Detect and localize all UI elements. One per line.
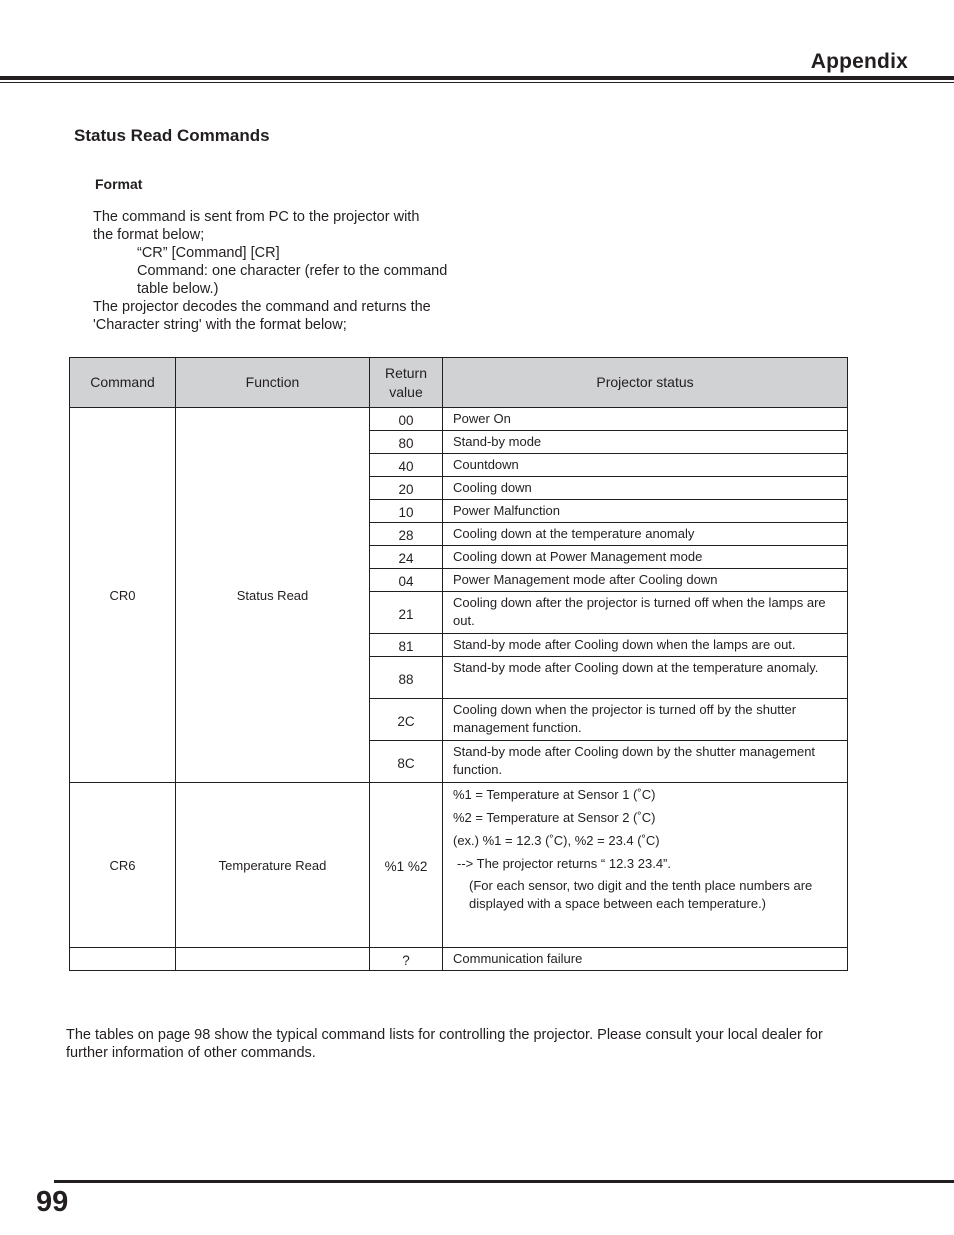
return-value: 20 xyxy=(370,477,443,500)
projector-status: Communication failure xyxy=(443,948,848,971)
table-header-row xyxy=(70,358,848,408)
projector-status: Stand-by mode after Cooling down by the shutter management function. xyxy=(443,741,848,783)
cr0-function: Status Read xyxy=(176,408,370,783)
intro-line: The command is sent from PC to the projector with xyxy=(93,209,420,225)
return-value: 88 xyxy=(370,657,443,699)
header-function: Function xyxy=(176,358,370,408)
intro-text xyxy=(93,208,493,334)
temperature-line: --> The projector returns “ 12.3 23.4”. xyxy=(457,856,671,871)
intro-line: table below.) xyxy=(137,281,219,297)
return-value: ? xyxy=(370,948,443,971)
projector-status: Cooling down when the projector is turned off by the shutter management function. xyxy=(443,699,848,741)
return-value: 10 xyxy=(370,500,443,523)
cr0-command: CR0 xyxy=(70,408,176,783)
header-projector-status: Projector status xyxy=(443,358,848,408)
intro-line: “CR” [Command] [CR] xyxy=(137,245,280,261)
projector-status: Power On xyxy=(443,408,848,431)
section-title: Status Read Commands xyxy=(74,126,270,145)
intro-line: Command: one character (refer to the command xyxy=(137,263,448,279)
return-value: 8C xyxy=(370,741,443,783)
empty-cell xyxy=(176,948,370,971)
table-row xyxy=(70,948,848,971)
header-return-value: Return value xyxy=(370,358,443,408)
return-value: 81 xyxy=(370,634,443,657)
header-rule-thin xyxy=(0,82,954,83)
return-value: 80 xyxy=(370,431,443,454)
temperature-note: (For each sensor, two digit and the tenth place numbers are displayed with a space between each temperature.) xyxy=(469,878,813,911)
temperature-line: %1 = Temperature at Sensor 1 (˚C) xyxy=(453,787,656,802)
projector-status: Cooling down at the temperature anomaly xyxy=(443,523,848,546)
footer-text: The tables on page 98 show the typical command lists for controlling the projector. Please consult your local dealer for further information of other commands. xyxy=(66,1027,823,1061)
projector-status: Stand-by mode xyxy=(443,431,848,454)
return-value: 00 xyxy=(370,408,443,431)
projector-status: Power Management mode after Cooling down xyxy=(443,569,848,592)
return-value: 2C xyxy=(370,699,443,741)
intro-line: 'Character string' with the format below; xyxy=(93,317,347,333)
return-value: 04 xyxy=(370,569,443,592)
projector-status: Power Malfunction xyxy=(443,500,848,523)
projector-status: Stand-by mode after Cooling down at the temperature anomaly. xyxy=(443,657,848,699)
header-command: Command xyxy=(70,358,176,408)
return-value: 24 xyxy=(370,546,443,569)
cr6-function: Temperature Read xyxy=(176,783,370,948)
temperature-line: (ex.) %1 = 12.3 (˚C), %2 = 23.4 (˚C) xyxy=(453,833,660,848)
format-subtitle: Format xyxy=(95,176,143,192)
header-rule-thick xyxy=(0,76,954,80)
return-value: 21 xyxy=(370,592,443,634)
temperature-description xyxy=(443,783,848,948)
header-title: Appendix xyxy=(810,50,908,73)
footer-rule xyxy=(54,1180,954,1183)
projector-status: Cooling down xyxy=(443,477,848,500)
empty-cell xyxy=(70,948,176,971)
temperature-line: %2 = Temperature at Sensor 2 (˚C) xyxy=(453,810,656,825)
table-row xyxy=(70,408,848,431)
cr6-command: CR6 xyxy=(70,783,176,948)
intro-line: the format below; xyxy=(93,227,205,243)
intro-line: The projector decodes the command and returns the xyxy=(93,299,431,315)
projector-status: Cooling down after the projector is turned off when the lamps are out. xyxy=(443,592,848,634)
table-row xyxy=(70,783,848,948)
projector-status: Stand-by mode after Cooling down when the lamps are out. xyxy=(443,634,848,657)
return-value: %1 %2 xyxy=(370,783,443,948)
projector-status: Cooling down at Power Management mode xyxy=(443,546,848,569)
projector-status: Countdown xyxy=(443,454,848,477)
page-number: 99 xyxy=(36,1186,69,1218)
return-value: 28 xyxy=(370,523,443,546)
status-command-table xyxy=(69,357,848,971)
return-value: 40 xyxy=(370,454,443,477)
